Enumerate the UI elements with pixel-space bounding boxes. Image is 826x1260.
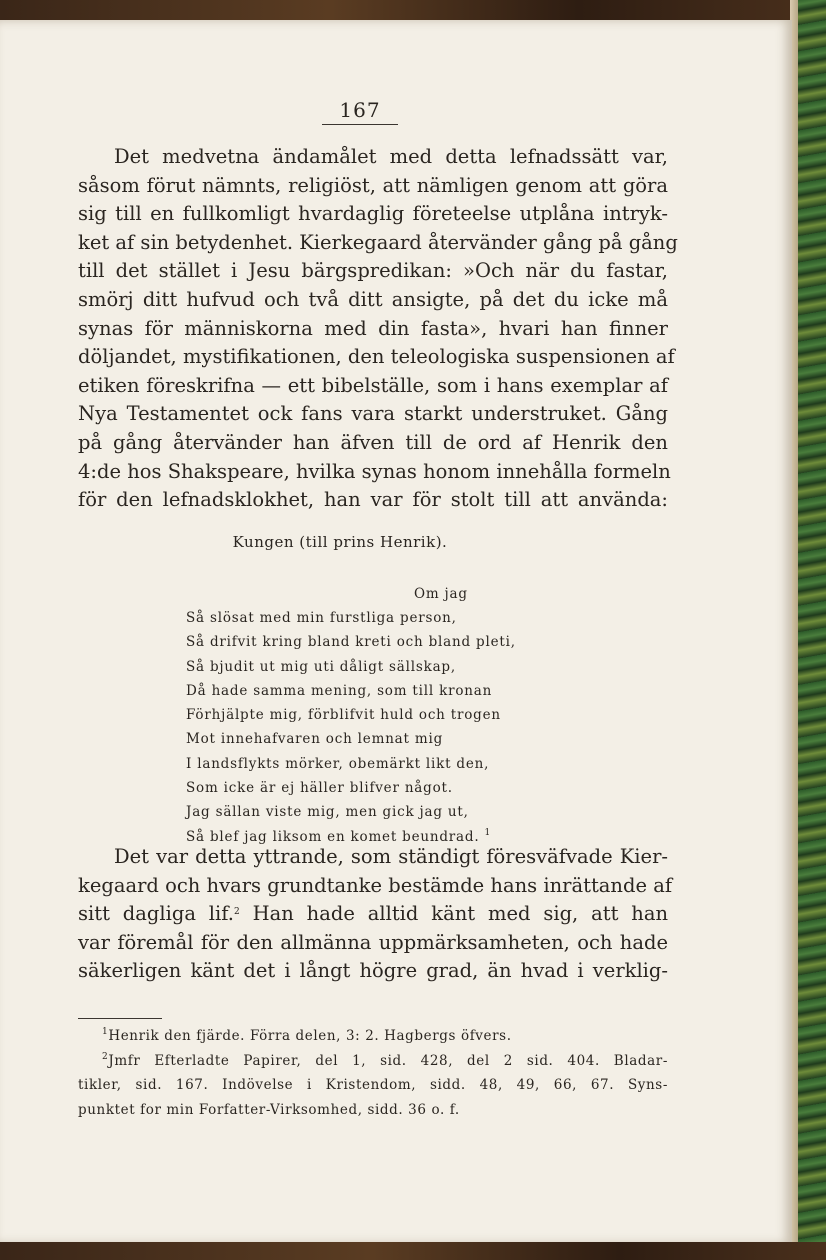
- book-page: [0, 20, 792, 1244]
- verse-opening: [186, 582, 468, 606]
- footnotes: [78, 1024, 668, 1122]
- footnote-1: [78, 1024, 668, 1049]
- verse-block: [186, 606, 516, 849]
- paragraph-line: synas för människorna med din fasta», hvari han finner: [78, 316, 668, 340]
- verse-line-text: Så blef jag liksom en komet beundrad.: [186, 828, 480, 845]
- paragraph-1: [78, 143, 678, 515]
- verse-speaker: Kungen (till prins Henrik).: [232, 533, 448, 551]
- paragraph-line: till det stället i Jesu bärgspredikan: »Och när du fastar,: [78, 259, 668, 283]
- paragraph-line-with-ref: [78, 900, 668, 929]
- paragraph-line: kegaard och hvars grundtanke bestämde hans inrättande af: [78, 873, 673, 897]
- verse-line: Så bjudit ut mig uti dåligt sällskap,: [186, 658, 456, 675]
- footnote-text: Henrik den fjärde. Förra delen, 3: 2. Hagbergs öfvers.: [108, 1028, 512, 1044]
- verse-line: Så drifvit kring bland kreti och bland pleti,: [186, 634, 516, 651]
- verse-line: Mot innehafvaren och lemnat mig: [186, 731, 444, 748]
- paragraph-2: [78, 843, 673, 986]
- page-number: 167: [339, 98, 381, 122]
- paragraph-line: Det medvetna ändamålet med detta lefnadssätt var,: [114, 145, 668, 168]
- footnote-marker: 2: [102, 1051, 109, 1062]
- footnote-marker: 1: [102, 1027, 109, 1037]
- paragraph-line-part: sitt dagliga lif.: [78, 902, 235, 926]
- paragraph-line: sig till en fullkomligt hvardaglig företeelse utplåna intryk-: [78, 202, 668, 226]
- paragraph-line: Det var detta yttrande, som ständigt föresväfvade Kier-: [114, 845, 668, 868]
- verse-line: Om jag: [414, 586, 468, 602]
- paragraph-line: säkerligen känt det i långt högre grad, än hvad i verklig-: [78, 959, 668, 983]
- verse-line: Som icke är ej häller blifver något.: [186, 780, 453, 797]
- paragraph-line: Nya Testamentet ock fans vara starkt understruket. Gång: [78, 402, 668, 426]
- footnote-text: Jmfr Efterladte Papirer, del 1, sid. 428, del 2 sid. 404. Bladar-: [108, 1052, 668, 1069]
- book-binding-top: [0, 0, 826, 22]
- paragraph-line: etiken föreskrifna — ett bibelställe, som i hans exemplar af: [78, 373, 668, 397]
- paragraph-line: ket af sin betydenhet. Kierkegaard återvänder gång på gång: [78, 230, 678, 254]
- paragraph-line: på gång återvänder han äfven till de ord af Henrik den: [78, 430, 668, 454]
- paragraph-line: för den lefnadsklokhet, han var för stolt till att använda:: [78, 488, 668, 512]
- paragraph-line: såsom förut nämnts, religiöst, att nämligen genom att göra: [78, 173, 668, 197]
- footnote-line: punktet for min Forfatter-Virksomhed, sidd. 36 o. f.: [78, 1101, 460, 1118]
- footnote-rule: [78, 1018, 162, 1019]
- marbled-book-edge: [790, 0, 826, 1260]
- paragraph-line: döljandet, mystifikationen, den teleologiska suspensionen af: [78, 345, 675, 369]
- footnote-ref-1: 1: [484, 827, 492, 838]
- footnote-ref-2: 2: [234, 907, 240, 918]
- footnote-2: [78, 1049, 668, 1074]
- verse-line: I landsflykts mörker, obemärkt likt den,: [186, 755, 490, 772]
- paragraph-line-part: Han hade alltid känt med sig, att han: [252, 902, 669, 926]
- verse-line: Jag sällan viste mig, men gick jag ut,: [186, 804, 469, 821]
- paragraph-line: smörj ditt hufvud och två ditt ansigte, på det du icke må: [78, 287, 668, 311]
- page-number-rule: [322, 124, 398, 125]
- verse-line: Så slösat med min furstliga person,: [186, 610, 457, 626]
- verse-line: Då hade samma mening, som till kronan: [186, 682, 493, 699]
- footnote-line: tikler, sid. 167. Indövelse i Kristendom, sidd. 48, 49, 66, 67. Syns-: [78, 1077, 668, 1093]
- paragraph-line: 4:de hos Shakspeare, hvilka synas honom innehålla formeln: [78, 459, 671, 483]
- book-binding-bottom: [0, 1242, 826, 1260]
- verse-line: Förhjälpte mig, förblifvit huld och trogen: [186, 707, 501, 724]
- paragraph-line: var föremål för den allmänna uppmärksamheten, och hade: [78, 930, 668, 954]
